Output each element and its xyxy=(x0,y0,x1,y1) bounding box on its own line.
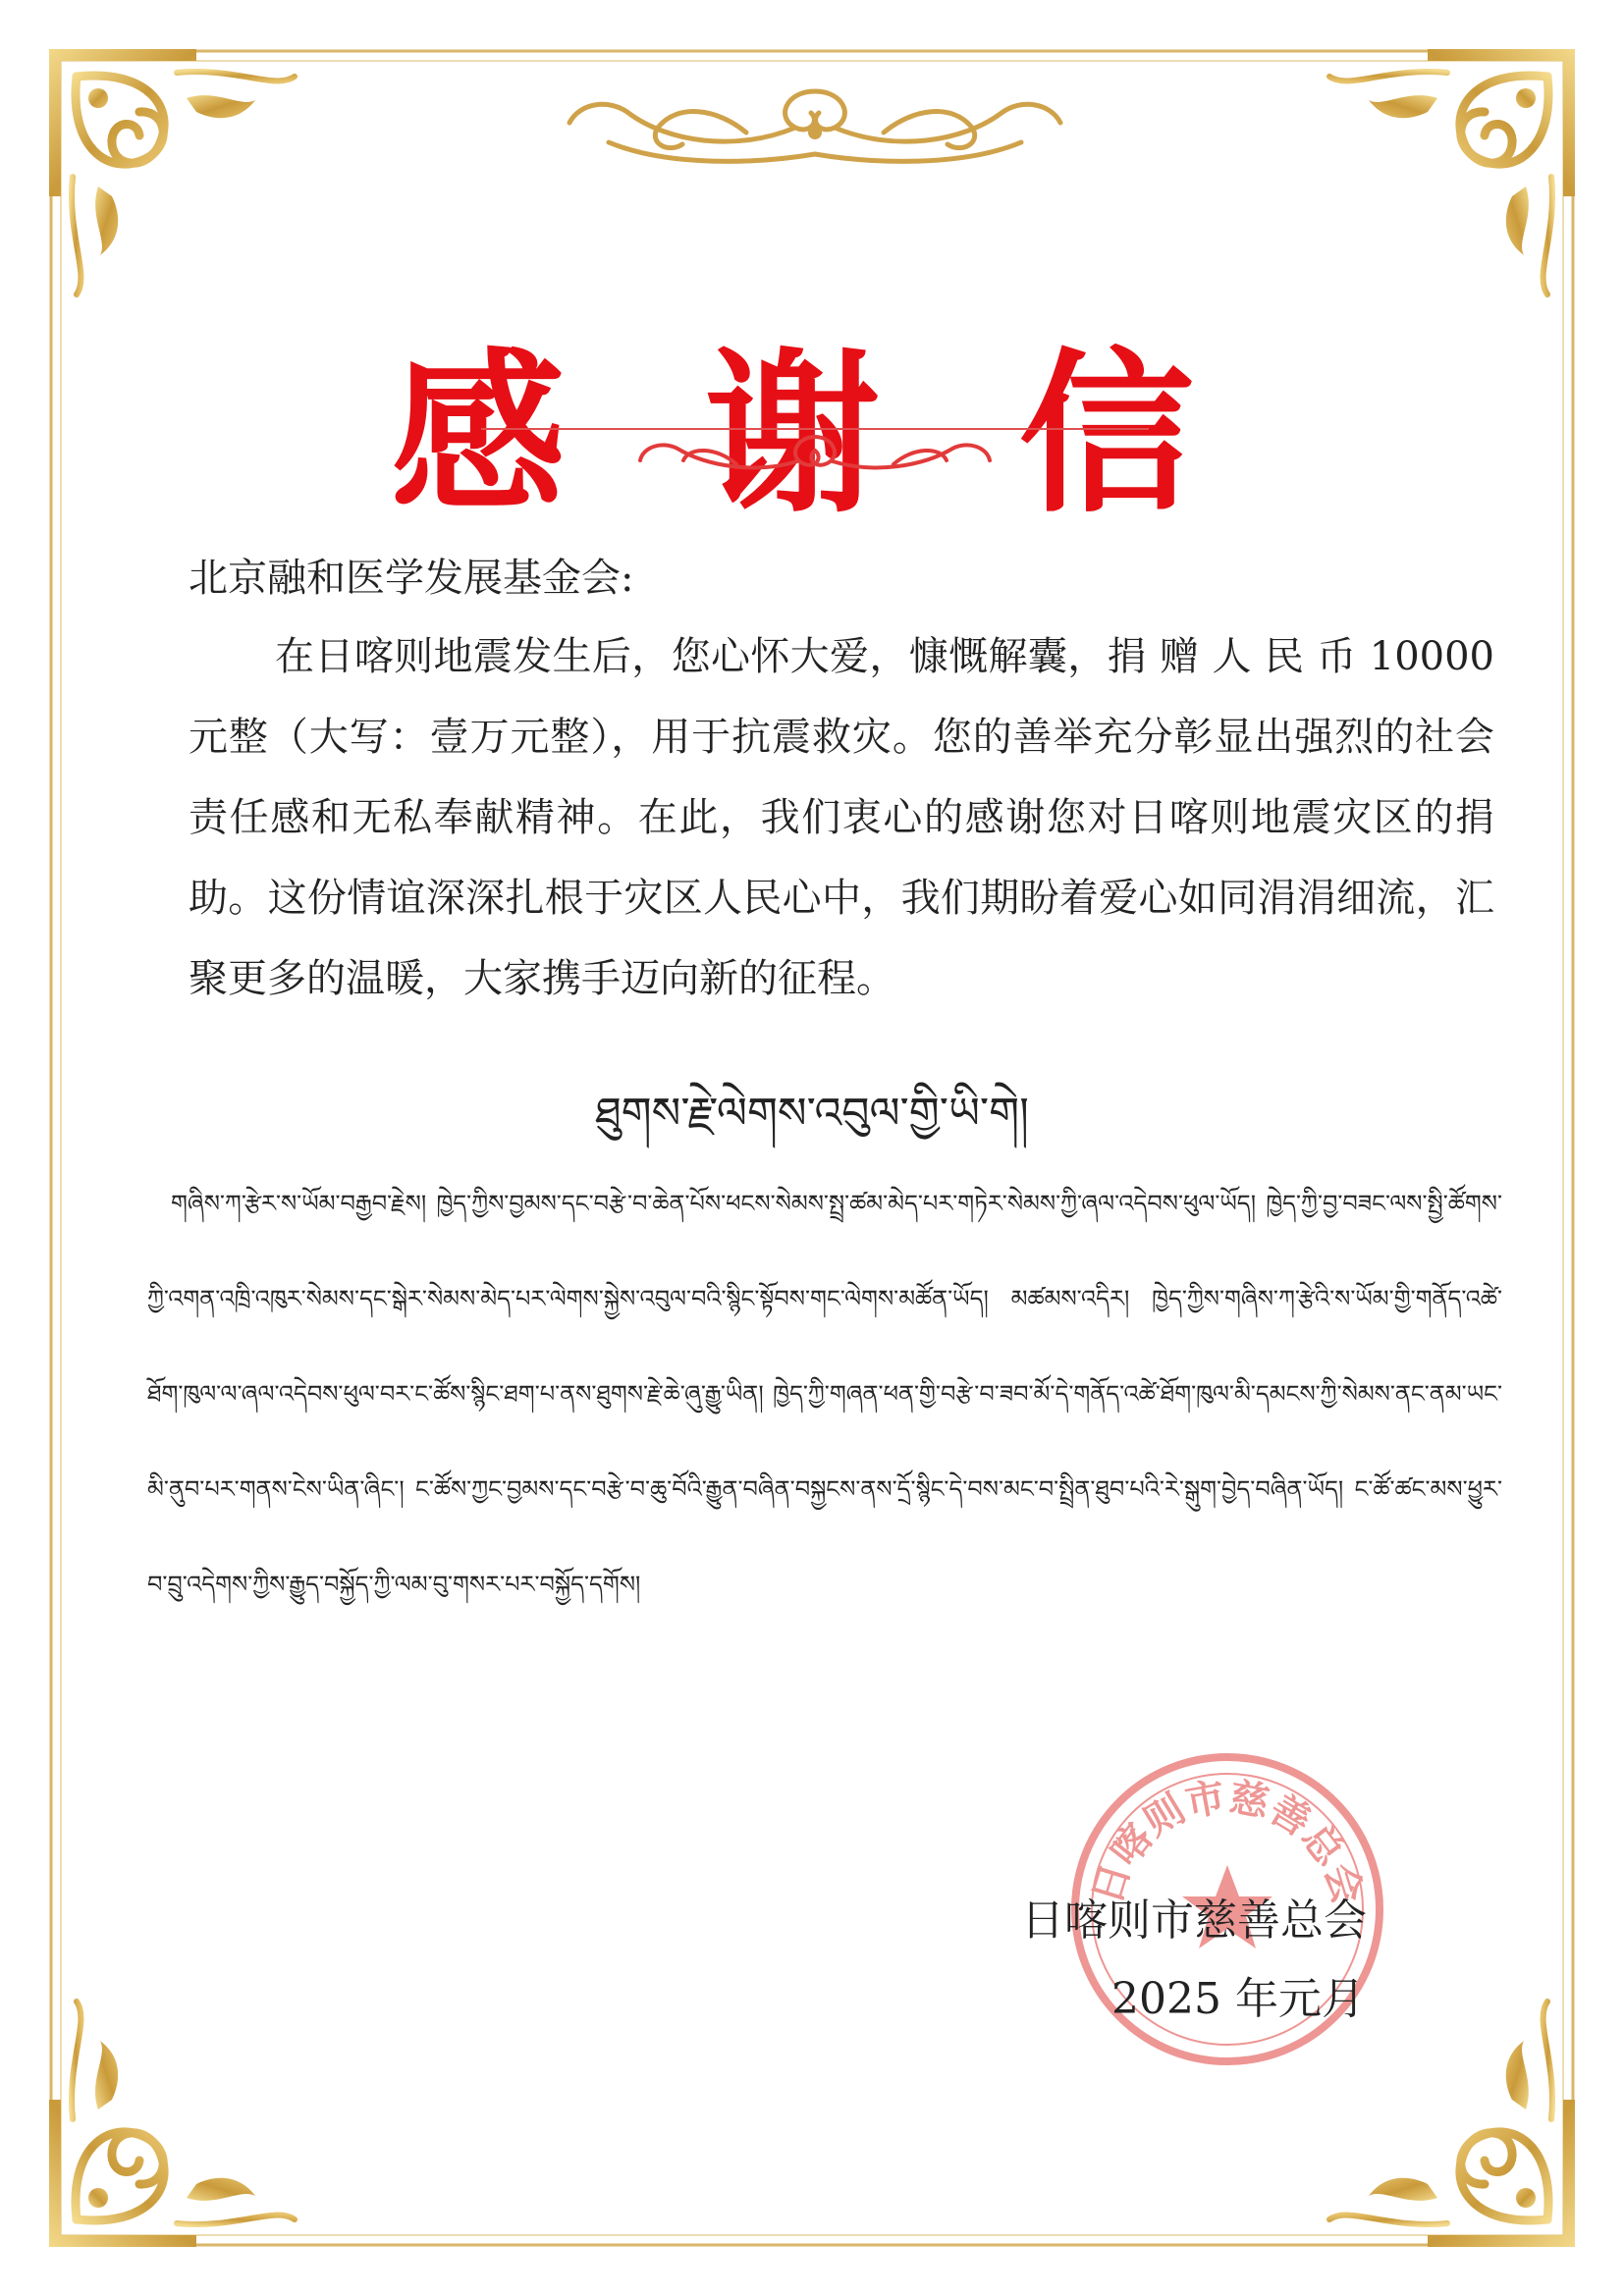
signature-date: 2025 年元月 xyxy=(1111,1974,1365,2024)
top-flourish-ornament xyxy=(550,74,1080,172)
tibetan-title: ཐུགས་རྗེ་ལེགས་འབུལ་གྱི་ཡི་གེ། xyxy=(595,1089,1029,1139)
tibetan-body: གཞིས་ཀ་རྩེར་ས་ཡོམ་བརྒྱབ་རྗེས། ཁྱེད་ཀྱིས་བྱམས་དང་བརྩེ་བ་ཆེན་པོས་ཕངས་སེམས་སྤྲ་ཚམ་མེད་པར་གཏེར་སེམས་ཀྱི་ཞལ་འདེབས་ཕུལ་ཡོད། ཁྱེད་ཀྱི་བྱ་བཟང་ལས་སྤྱི་ཚོགས་ཀྱི་འགན་འཁྲི་འཁུར་སེམས་དང་སྒེར་སེམས་མེད་པར་ལེགས་སྐྱེས་འབུལ་བའི་སྙིང་སྟོབས་གང་ལེགས་མཚོན་ཡོད། མཚམས་འདིར། ཁྱེད་ཀྱིས་གཞིས་ཀ་རྩེའི་ས་ཡོམ་གྱི་གནོད་འཚེ་ཐོག་ཁུལ་ལ་ཞལ་འདེབས་ཕུལ་བར་ང་ཚོས་སྙིང་ཐག་པ་ནས་ཐུགས་རྗེ་ཆེ་ཞུ་རྒྱུ་ཡིན། ཁྱེད་ཀྱི་གཞན་ཕན་གྱི་བརྩེ་བ་ཟབ་མོ་དེ་གནོད་འཚེ་ཐོག་ཁུལ་མི་དམངས་ཀྱི་སེམས་ནང་ནམ་ཡང་མི་ནུབ་པར་གནས་ངེས་ཡིན་ཞིང་། ང་ཚོས་ཀྱང་བྱམས་དང་བརྩེ་བ་ཆུ་བོའི་རྒྱུན་བཞིན་བསྐྱངས་ནས་དྲོ་སྙིང་དེ་བས་མང་བ་སྤྲིན་ཐུབ་པའི་རེ་སྒུག་བྱེད་བཞིན་ཡོད། ང་ཚོ་ཚང་མས་ཕྱུར་བ་བྲུ་འདེགས་ཀྱིས་རྒྱུད་བསྐྱོད་ཀྱི་ལམ་བུ་གསར་པར་བསྐྱོད་དགོས། xyxy=(147,1190,1502,1598)
title-underline-ornament xyxy=(481,417,1149,476)
letter-salutation: 北京融和医学发展基金会: xyxy=(189,556,634,601)
seal-inscription: 日喀则市慈善总会 xyxy=(1084,1774,1371,1909)
signature-organization: 日喀则市慈善总会 xyxy=(1021,1896,1367,1946)
letter-body: 在日喀则地震发生后，您心怀大爱，慷慨解囊，捐 赠 人 民 币 10000元整（大写：壹万元整），用于抗震救灾。您的善举充分彰显出强烈的社会责任感和无私奉献精神。在此，我们衷心的感谢您对日喀则地震灾区的捐助。这份情谊深深扎根于灾区人民心中，我们期盼着爱心如同涓涓细流，汇聚更多的温暖，大家携手迈向新的征程。 xyxy=(189,634,1494,1001)
letter-title: 感 谢 信 xyxy=(391,333,1233,537)
